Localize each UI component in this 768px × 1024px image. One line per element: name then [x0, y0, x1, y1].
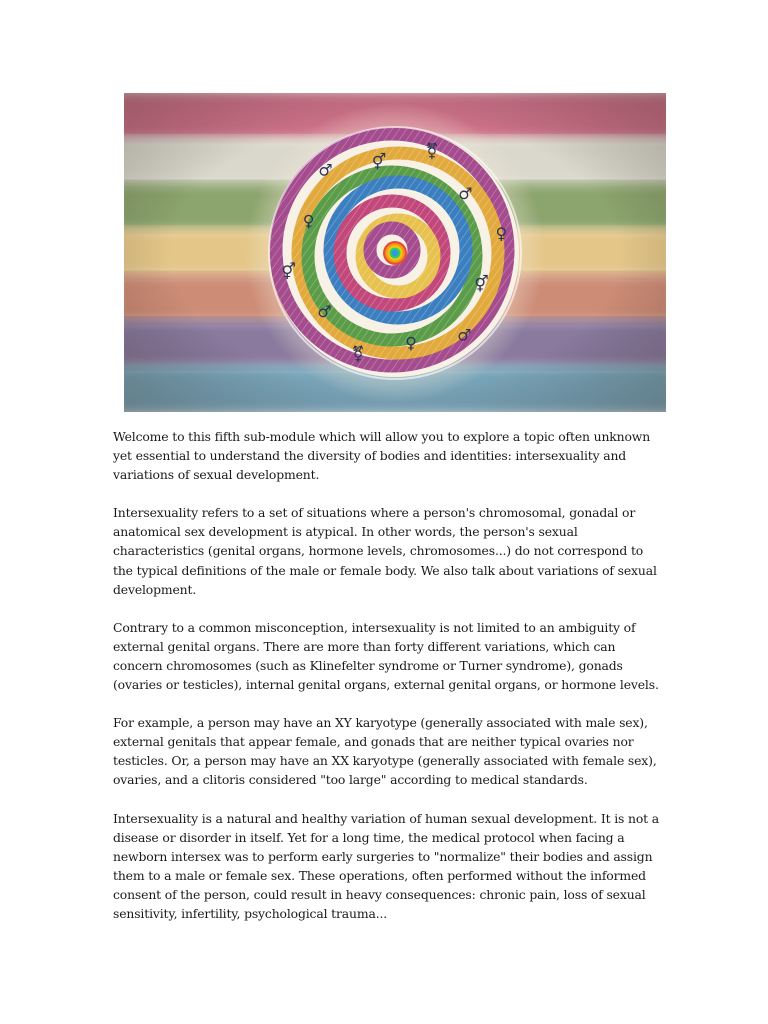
female-symbol-icon: ⚧ [351, 344, 365, 364]
paragraph-misconception: Contrary to a common misconception, intersexuality is not limited to an ambiguity of external genital organs. There are more than forty different variations, which can concern chromosomes (such as Klinefelter syndrome or Turner syndrome), gonads (ovaries or testicles), internal genital organs, external genital organs, or hormone levels. [113, 619, 659, 693]
gender-symbol-icon: ⚥ [371, 152, 387, 172]
paragraph-medical-history: Intersexuality is a natural and healthy variation of human sexual development. It is not a disease or disorder in itself. Yet for a long time, the medical protocol when facing a newborn intersex was to perform early surgeries to "normalize" their bodies and assign them to a male or female sex. These operations, often performed without the informed consent of the person, could result in heavy consequences: chronic pain, loss of sexual sensitivity, infertility, psychological trauma... [113, 810, 660, 921]
female-symbol-icon: ♂ [318, 160, 333, 180]
gender-symbol-icon: ♂ [317, 302, 332, 322]
spiral-core [392, 250, 398, 256]
transgender-symbol-icon: ⚧ [425, 141, 439, 161]
male-symbol-icon: ♀ [405, 333, 417, 353]
transgender-symbol-icon: ⚥ [281, 261, 296, 281]
paragraph-example: For example, a person may have an XY karyotype (generally associated with male sex), external genitals that appear female, and gonads that are neither typical ovaries nor testicles. Or, a person may have an XX karyotype (generally associated with female sex), ovaries, and a clitoris considered "too large" according to medical standards. [113, 715, 657, 788]
intersex-spiral-artwork [124, 93, 666, 412]
gender-symbol-icon: ⚥ [474, 274, 489, 294]
hero-illustration [124, 93, 666, 412]
male-symbol-icon: ♀ [302, 211, 315, 231]
paragraph-definition: Intersexuality refers to a set of situations where a person's chromosomal, gonadal or anatomical sex development is atypical. In other words, the person's sexual characteristics (genital organs, hormone levels, chromosomes...) do not correspond to the typical definitions of the male or female body. We also talk about variations of sexual development. [113, 505, 657, 597]
female-symbol-icon: ♀ [495, 224, 508, 244]
transgender-symbol-icon: ♂ [457, 325, 472, 345]
paragraph-intro: Welcome to this fifth sub-module which will allow you to explore a topic often unknown yet essential to understand the diversity of bodies and identities: intersexuality and variations of sexual development. [113, 429, 651, 483]
article-body [113, 427, 663, 942]
male-symbol-icon: ♂ [458, 183, 473, 203]
